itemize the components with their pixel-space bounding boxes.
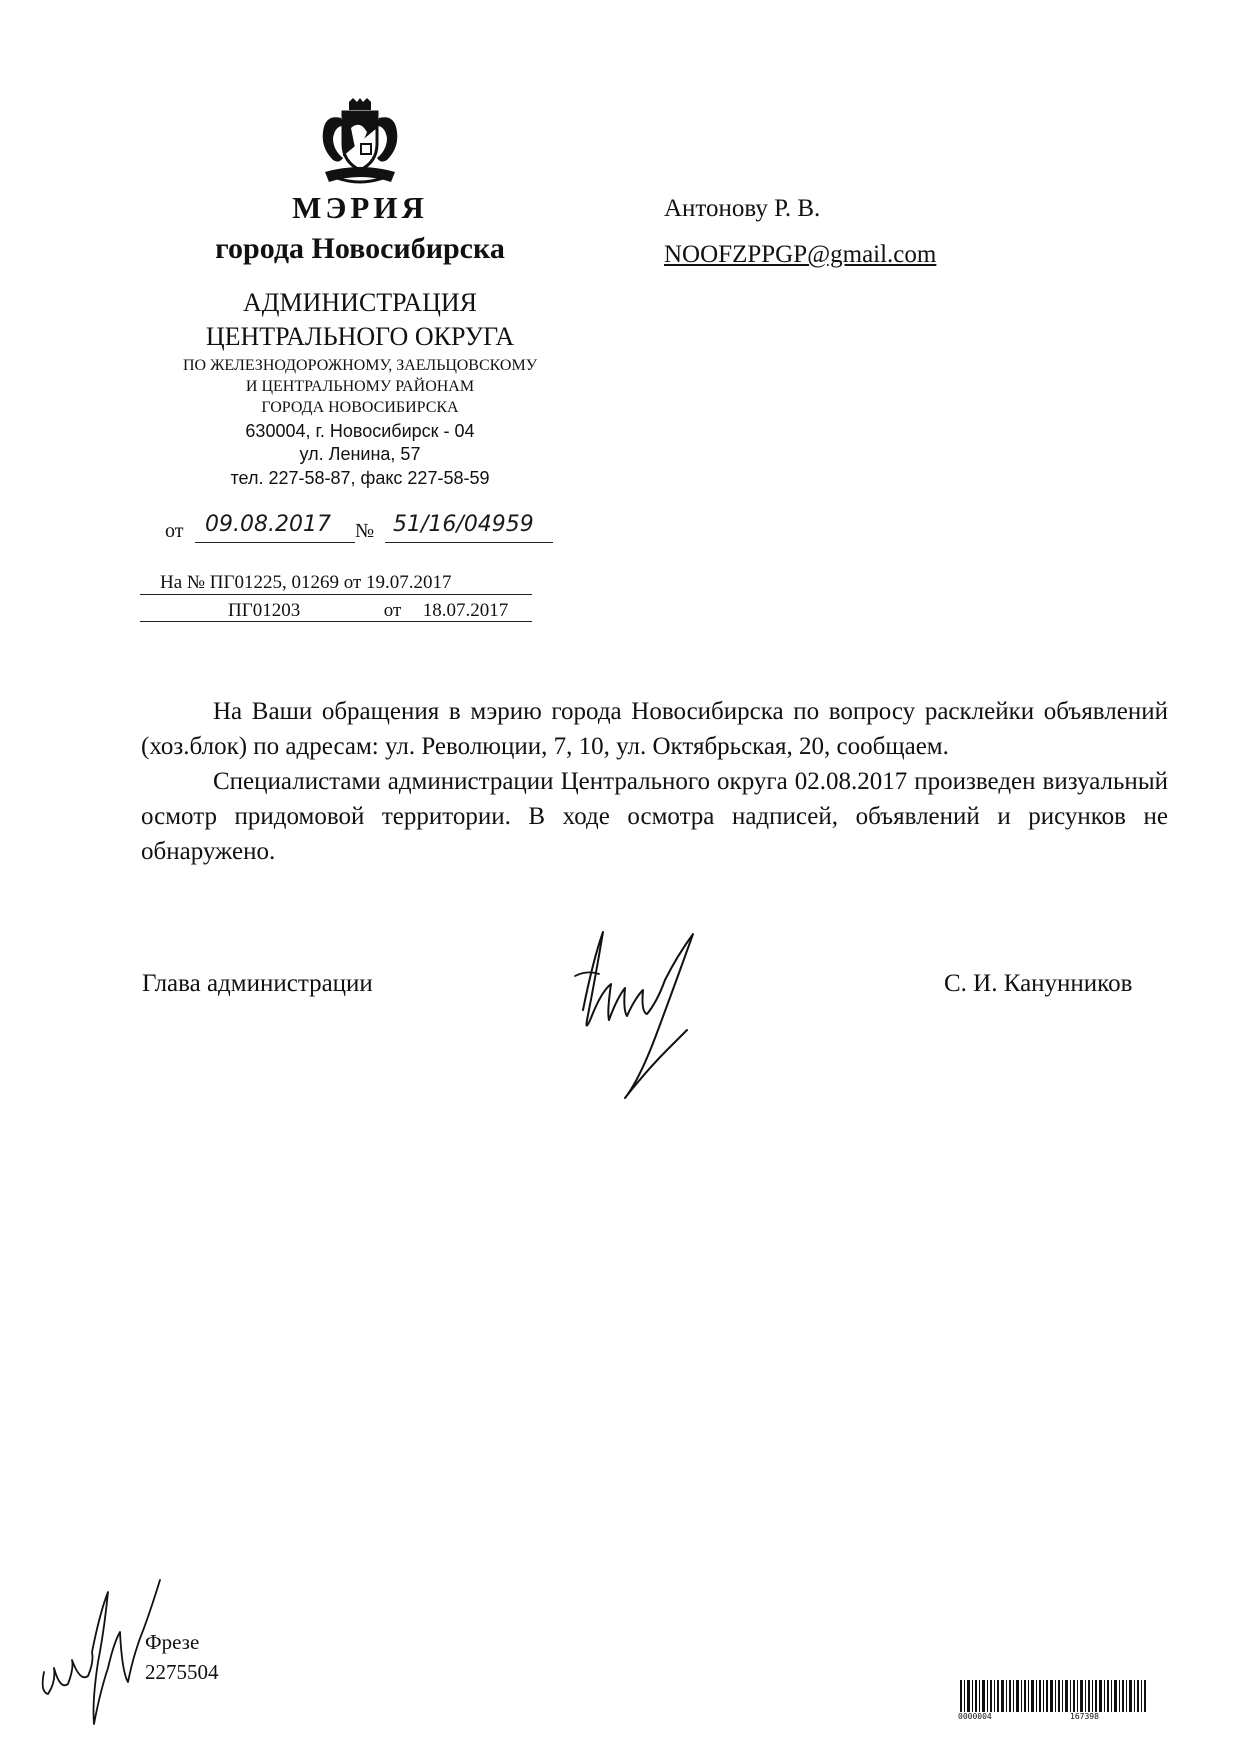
body-paragraph-1: На Ваши обращения в мэрию города Новосибирска по вопросу расклейки объявлений (хоз.блок) по адресам: ул. Революции, 7, 10, ул. Октябрьская, 20, сообщаем. [141,698,1168,760]
admin-title-line-1: АДМИНИСТРАЦИЯ [243,288,477,317]
executor-name: Фрезе [145,1630,200,1654]
executor-phone: 2275504 [145,1660,219,1684]
date-value: 09.08.2017 [205,512,331,537]
admin-title-line-2: ЦЕНТРАЛЬНОГО ОКРУГА [205,322,515,351]
address-postal: 630004, г. Новосибирск - 04 [245,421,475,441]
address-phone: тел. 227-58-87, факс 227-58-59 [230,468,490,488]
reply-to-line-1: На № ПГ01225, 01269 от 19.07.2017 [160,572,452,593]
barcode-left-digits: 0000004 [958,1712,992,1721]
number-underline [385,542,553,543]
number-label: № [355,520,375,542]
reply-to-number: ПГ01203 [228,600,301,621]
reply-to-date: 18.07.2017 [422,600,509,621]
signatory-name: С. И. Канунников [944,970,1133,997]
novosibirsk-coat-of-arms-icon [315,98,405,190]
mayor-city: города Новосибирска [215,232,505,265]
reply-to-date-label: от [383,600,402,621]
reply-to-underline-1 [140,594,532,595]
body-paragraph-2: Специалистами администрации Центрального округа 02.08.2017 произведен визуальный осмотр придомовой территории. В ходе осмотра надписей, объявлений и рисунков не обнаружено. [141,768,1168,865]
barcode-right-digits: 167398 [1070,1712,1099,1721]
number-value: 51/16/04959 [393,512,534,537]
date-underline [195,542,355,543]
districts-line-1: ПО ЖЕЛЕЗНОДОРОЖНОМУ, ЗАЕЛЬЦОВСКОМУ [182,357,538,374]
districts-line-2: И ЦЕНТРАЛЬНОМУ РАЙОНАМ [245,378,475,395]
recipient-name: Антонову Р. В. [664,195,821,222]
address-street: ул. Ленина, 57 [299,444,421,464]
recipient-email: NOOFZPPGP@gmail.com [664,241,937,268]
districts-line-3: ГОРОДА НОВОСИБИРСКА [261,399,459,416]
letter-body [141,694,1168,869]
date-label: от [165,520,184,542]
signatory-position: Глава администрации [142,970,373,997]
reply-to-underline-2 [140,621,532,622]
registration-line [165,512,555,548]
reply-to-line-2 [228,600,508,622]
handwritten-signature-icon [565,920,725,1110]
mayor-title: МЭРИЯ [292,190,428,225]
